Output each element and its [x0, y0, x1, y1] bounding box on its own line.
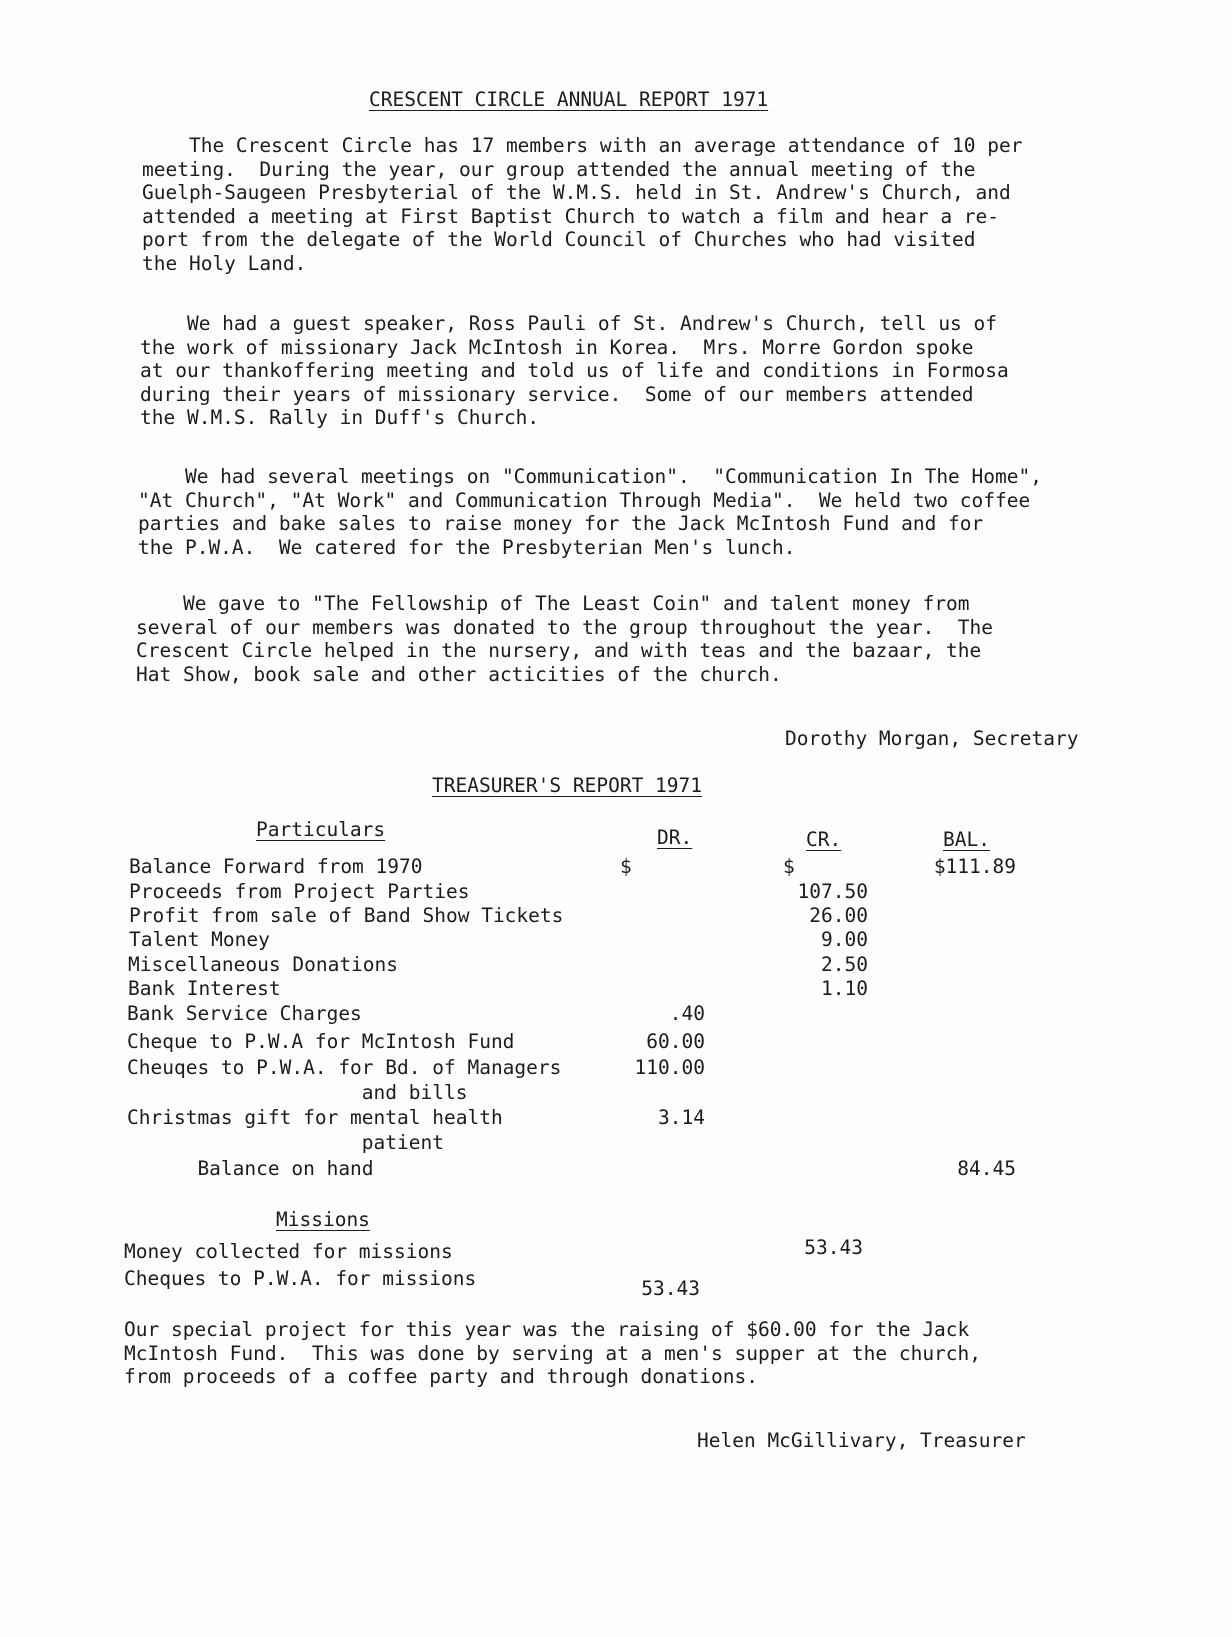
paragraph-line: parties and bake sales to raise money for the Jack McIntosh Fund and for: [138, 512, 984, 535]
paragraph-speakers: [140, 312, 1009, 430]
paragraph-line: McIntosh Fund. This was done by serving at a men's supper at the church,: [124, 1341, 982, 1365]
paragraph-line: attended a meeting at First Baptist Church to watch a film and hear a re-: [142, 204, 1000, 228]
ledger-label: Bank Service Charges: [127, 1002, 362, 1025]
ledger-debit: 110.00: [634, 1056, 705, 1079]
ledger-credit: 2.50: [821, 953, 868, 976]
header-dr: DR.: [657, 826, 693, 849]
header-bal: BAL.: [943, 828, 990, 851]
ledger-row: [0, 1106, 1232, 1130]
paragraph-line: the P.W.A. We catered for the Presbyterian Men's lunch.: [138, 535, 796, 559]
ledger-credit: 26.00: [809, 904, 868, 927]
ledger-debit: 3.14: [658, 1106, 705, 1129]
ledger-label: Talent Money: [129, 928, 270, 951]
paragraph-communication: [138, 465, 1042, 559]
paragraph-line: port from the delegate of the World Council of Churches who had visited: [142, 228, 976, 251]
paragraph-line: several of our members was donated to the group throughout the year. The: [136, 615, 994, 639]
missions-row: [0, 1267, 1232, 1300]
ledger-balance: 84.45: [957, 1157, 1016, 1180]
missions-row: [0, 1236, 1232, 1264]
ledger-label: Proceeds from Project Parties: [129, 880, 470, 903]
ledger-row: [0, 1131, 1232, 1155]
ledger-balance: $111.89: [933, 855, 1016, 878]
missions-credit: 53.43: [804, 1236, 863, 1259]
missions-heading: Missions: [276, 1208, 370, 1231]
ledger-row: [0, 1030, 1232, 1054]
paragraph-fellowship: [136, 592, 993, 686]
missions-label: Money collected for missions: [124, 1240, 453, 1263]
paragraph-special-project: [124, 1318, 981, 1389]
ledger-credit: $: [783, 855, 795, 878]
ledger-row: [0, 928, 1232, 952]
paragraph-line: Hat Show, book sale and other acticities of the church.: [136, 662, 782, 686]
treasurer-report-title: TREASURER'S REPORT 1971: [432, 774, 703, 797]
paragraph-line: "At Church", "At Work" and Communication Through Media". We held two coffee: [138, 488, 1031, 512]
ledger-row: [0, 904, 1232, 928]
paragraph-line: We had several meetings on "Communication". "Communication In The Home",: [138, 465, 1042, 488]
ledger-debit: $: [620, 855, 632, 878]
paragraph-line: from proceeds of a coffee party and through donations.: [124, 1365, 758, 1388]
ledger-debit: 60.00: [646, 1030, 705, 1053]
paragraph-line: The Crescent Circle has 17 members with an average attendance of 10 per: [142, 134, 1023, 157]
ledger-credit: 9.00: [821, 928, 868, 951]
paragraph-line: Crescent Circle helped in the nursery, and with teas and the bazaar, the: [136, 639, 982, 662]
paragraph-line: the Holy Land.: [142, 251, 307, 275]
paragraph-membership: [142, 134, 1023, 275]
missions-label: Cheques to P.W.A. for missions: [124, 1267, 477, 1290]
ledger-row: [0, 1002, 1232, 1026]
paragraph-line: meeting. During the year, our group attended the annual meeting of the: [142, 157, 976, 181]
paragraph-line: Our special project for this year was the raising of $60.00 for the Jack: [124, 1318, 970, 1341]
header-particulars: Particulars: [256, 818, 386, 841]
secretary-signature: Dorothy Morgan, Secretary: [785, 727, 1079, 750]
ledger-row: [0, 953, 1232, 977]
paragraph-line: the W.M.S. Rally in Duff's Church.: [140, 406, 540, 429]
paragraph-line: during their years of missionary service. Some of our members attended: [140, 382, 974, 406]
ledger-label: Christmas gift for mental health: [127, 1106, 503, 1129]
ledger-label: Miscellaneous Donations: [128, 953, 399, 976]
paragraph-line: We had a guest speaker, Ross Pauli of St. Andrew's Church, tell us of: [140, 312, 998, 335]
ledger-row: [0, 1157, 1232, 1181]
paragraph-line: at our thankoffering meeting and told us of life and conditions in Formosa: [140, 359, 1009, 382]
ledger-debit: .40: [669, 1002, 705, 1025]
ledger-row: [0, 977, 1232, 1001]
paragraph-line: Guelph-Saugeen Presbyterial of the W.M.S. held in St. Andrew's Church, and: [142, 181, 1011, 204]
paragraph-line: We gave to "The Fellowship of The Least Coin" and talent money from: [136, 592, 970, 615]
ledger-label: Cheque to P.W.A for McIntosh Fund: [127, 1030, 515, 1053]
ledger-label: Balance on hand: [127, 1157, 374, 1180]
ledger-label: patient: [127, 1131, 444, 1154]
ledger-row: [0, 1081, 1232, 1105]
ledger-row: [0, 855, 1232, 879]
ledger-row: [0, 880, 1232, 904]
ledger-credit: 107.50: [797, 880, 868, 903]
ledger-label: Balance Forward from 1970: [129, 855, 423, 878]
paragraph-line: the work of missionary Jack McIntosh in Korea. Mrs. Morre Gordon spoke: [140, 335, 974, 359]
ledger-label: Bank Interest: [128, 977, 281, 1000]
ledger-credit: 1.10: [821, 977, 868, 1000]
header-cr: CR.: [806, 828, 842, 851]
treasurer-signature: Helen McGillivary, Treasurer: [697, 1429, 1026, 1452]
ledger-label: Cheuqes to P.W.A. for Bd. of Managers: [127, 1056, 562, 1079]
missions-debit: 53.43: [641, 1277, 700, 1300]
ledger-label: Profit from sale of Band Show Tickets: [129, 904, 564, 927]
report-title: CRESCENT CIRCLE ANNUAL REPORT 1971: [369, 88, 769, 111]
ledger-row: [0, 1056, 1232, 1080]
ledger-label: and bills: [127, 1081, 468, 1104]
